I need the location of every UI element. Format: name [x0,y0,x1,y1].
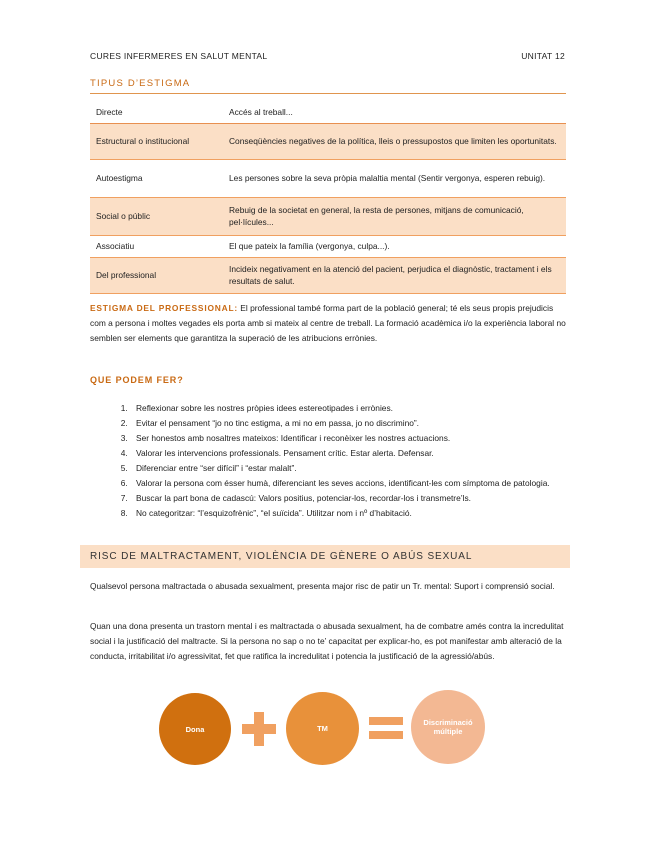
multiple-discrimination-circle [411,690,485,764]
stigma-types-table [90,101,566,294]
list-item: 8. No categoritzar: “l’esquizofrènic”, “el suïcida”. Utilitzar nom i nº d’habitació. [130,506,585,521]
table-row [90,197,566,235]
stigma-type: Associatiu [96,240,135,251]
stigma-type: Del professional [96,269,157,280]
list-item: 5. Diferenciar entre “ser difícil” i “estar malalt”. [130,461,585,476]
header-unit: UNITAT 12 [521,51,565,61]
dona-circle [159,693,231,765]
table-row [90,257,566,293]
what-to-do-title: QUE PODEM FER? [90,375,184,385]
equals-icon [369,714,403,742]
what-to-do-list [108,401,585,521]
risk-paragraph-1: Qualsevol persona maltractada o abusada sexualment, presenta major risc de patir un Tr. mental: Suport i comprensió social. [90,581,555,591]
tm-label: TM [317,724,328,733]
professional-stigma-text: El professional també forma part de la població general; té els seus propis prejudicis com a persona i moltes vegades els porta amb si mateix al centre de treball. La formació acadèmica i/o la experiència laboral no semblen ser elements que garantitza la superació de les atribucions errònies. [90,303,566,343]
list-item: 7. Buscar la part bona de cadascú: Valors positius, potenciar-los, recordar-los i transmetre’ls. [130,491,585,506]
stigma-type: Social o públic [96,210,151,221]
tm-circle [286,692,359,765]
plus-icon [242,712,276,746]
stigma-description: Incideix negativament en la atenció del pacient, perjudica el diagnòstic, tractament i els resultats de salut. [229,263,552,286]
list-item: 3. Ser honestos amb nosaltres mateixos: Identificar i reconèixer les nostres actuacions. [130,431,585,446]
dona-label: Dona [185,724,205,734]
table-row [90,123,566,159]
stigma-description: Les persones sobre la seva pròpia malaltia mental (Sentir vergonya, esperen rebuig). [229,172,546,183]
stigma-description: Rebuig de la societat en general, la resta de persones, mitjans de comunicació, pel·lícules... [229,204,524,227]
table-row [90,235,566,257]
stigma-description: Conseqüències negatives de la política, lleis o pressupostos que limiten les oportunitats. [229,135,557,146]
table-row [90,101,566,123]
stigma-description: Accés al treball... [229,106,293,117]
stigma-type: Directe [96,106,123,117]
risk-section-title: RISC DE MALTRACTAMENT, VIOLÈNCIA DE GÈNERE O ABÚS SEXUAL [80,545,570,568]
list-item: 1. Reflexionar sobre les nostres pròpies idees estereotipades i errònies. [130,401,585,416]
multiple-discrimination-label: Discriminació múltiple [423,718,473,736]
risk-paragraph-2: Quan una dona presenta un trastorn mental i es maltractada o abusada sexualment, ha de combatre amés contra la incredulitat social i la justificació del maltracte. Si la persona no sap o no te’ capacitat per explicar-ho, es pot manifestar amb alteració de la conducta, irritabilitat i/o agressivitat, fet que ratifica la incredulitat i potencia la justificació de la agressió/abús. [90,621,564,661]
section-title-rule [90,93,566,94]
professional-stigma-heading: ESTIGMA DEL PROFESSIONAL: [90,303,238,313]
running-header [90,51,565,61]
list-item: 2. Evitar el pensament “jo no tinc estigma, a mi no em passa, jo no discrimino”. [130,416,585,431]
stigma-type: Autoestigma [96,172,143,183]
stigma-type: Estructural o institucional [96,135,190,146]
list-item: 6. Valorar la persona com ésser humà, diferenciant les seves accions, identificant-les com símptoma de patologia. [130,476,585,491]
header-course-title: CURES INFERMERES EN SALUT MENTAL [90,51,268,61]
section-title-stigma-types: TIPUS D’ESTIGMA [90,78,191,89]
stigma-description: El que pateix la família (vergonya, culpa...). [229,240,390,251]
list-item: 4. Valorar les intervencions professionals. Pensament crític. Estar alerta. Defensar. [130,446,585,461]
professional-stigma-paragraph [90,301,566,346]
table-row [90,159,566,197]
